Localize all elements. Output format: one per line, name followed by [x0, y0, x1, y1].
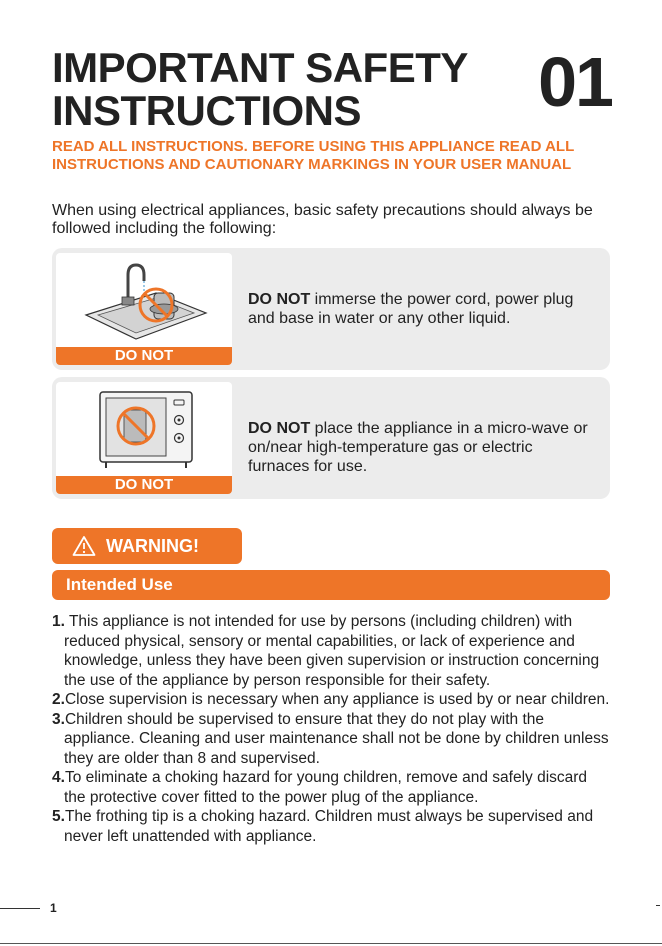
list-item-number: 3. [52, 710, 65, 728]
read-all-notice: READ ALL INSTRUCTIONS. BEFORE USING THIS APPLIANCE READ ALL INSTRUCTIONS AND CAUTIONARY MARKINGS IN YOUR USER MANUAL [52, 138, 574, 173]
do-not-badge: DO NOT [56, 476, 232, 494]
microwave-prohibited-icon [56, 382, 232, 476]
list-item [52, 612, 612, 690]
bottom-rule [0, 943, 662, 944]
do-not-lead: DO NOT [248, 291, 311, 308]
list-item [52, 807, 612, 846]
warning-triangle-icon [72, 535, 96, 557]
intro-text: When using electrical appliances, basic safety precautions should always be followed including the following: [52, 202, 593, 237]
list-item [52, 768, 612, 807]
intended-use-list [52, 612, 612, 846]
title-line-1: IMPORTANT SAFETY [52, 44, 468, 91]
list-item-number: 5. [52, 808, 65, 825]
warning-badge [52, 528, 242, 564]
list-item-text: This appliance is not intended for use by persons (including children) with reduced physical, sensory or mental capabilities, or lack of experience and knowledge, unless they have been given supervision or instruction concerning the use of the appliance by person responsible for their safety. [64, 613, 600, 689]
list-item [52, 710, 612, 769]
section-title: Intended Use [66, 575, 173, 594]
caution-text-water [248, 290, 598, 328]
caution-body: place the appliance in a micro-wave or on/near high-temperature gas or electric furnaces for use. [248, 420, 588, 475]
caution-image-water [56, 253, 232, 365]
caution-card-water [52, 248, 610, 370]
footer-rule [0, 908, 40, 909]
caution-body: immerse the power cord, power plug and base in water or any other liquid. [248, 291, 574, 327]
list-item-text: To eliminate a choking hazard for young children, remove and safely discard the protective cover fitted to the power plug of the appliance. [64, 769, 588, 806]
warning-label: WARNING! [106, 536, 199, 556]
page-title [52, 46, 482, 132]
list-item-number: 4. [52, 769, 65, 786]
title-line-2: INSTRUCTIONS [52, 87, 361, 134]
page-number: 1 [50, 901, 57, 915]
faucet-water-prohibited-icon [56, 253, 232, 347]
list-item-number: 1. [52, 613, 65, 630]
caution-image-microwave [56, 382, 232, 494]
list-item-number: 2. [52, 691, 65, 708]
caution-card-microwave [52, 377, 610, 499]
list-item-text: The frothing tip is a choking hazard. Children must always be supervised and never left unattended with appliance. [64, 808, 594, 845]
do-not-lead: DO NOT [248, 420, 311, 437]
list-item [52, 690, 612, 710]
caution-text-microwave [248, 419, 598, 476]
list-item-text: Close supervision is necessary when any appliance is used by or near children. [64, 691, 610, 708]
list-item-text: Children should be supervised to ensure that they do not play with the appliance. Cleaning and user maintenance shall not be done by children unless they are older than 8 and supervised. [64, 710, 609, 767]
do-not-badge: DO NOT [56, 347, 232, 365]
footer-mark [656, 905, 660, 906]
section-number: 01 [538, 43, 612, 121]
section-header [52, 570, 610, 600]
